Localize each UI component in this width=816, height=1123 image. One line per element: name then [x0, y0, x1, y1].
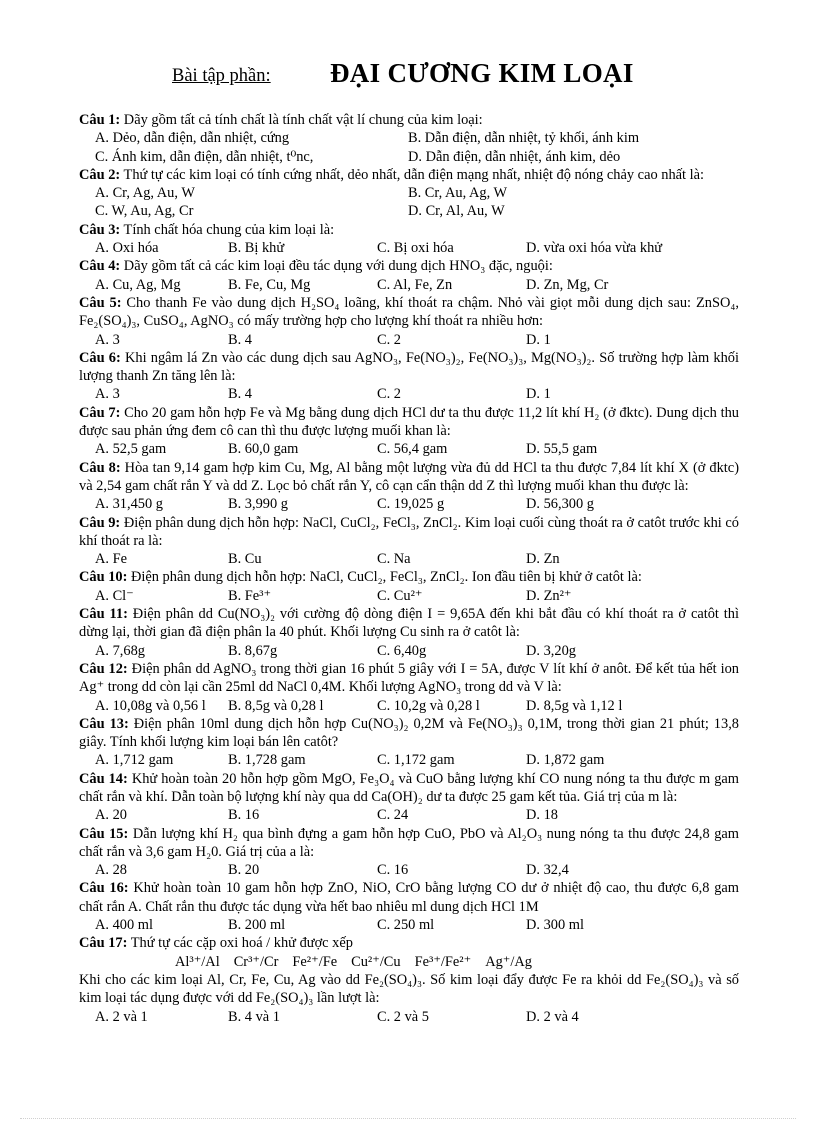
- answer-option: B. Cr, Au, Ag, W: [408, 185, 508, 202]
- redox-pair: Cu²⁺/Cu: [351, 953, 401, 970]
- question-stem: [79, 825, 739, 862]
- answer-option: A. Cu, Ag, Mg: [95, 276, 181, 293]
- options-row: [79, 806, 739, 824]
- question-number: Câu 11:: [79, 606, 128, 623]
- answer-option: B. Cu: [228, 551, 262, 568]
- answer-option: D. Cr, Al, Au, W: [408, 203, 505, 220]
- answer-option: C. Ánh kim, dẫn điện, dẫn nhiệt, t⁰nc,: [95, 148, 314, 165]
- title-prefix: Bài tập phần:: [172, 66, 271, 86]
- answer-option: A. 28: [95, 862, 127, 879]
- answer-option: A. Fe: [95, 551, 127, 568]
- answer-option: B. Dẫn điện, dẫn nhiệt, tỷ khối, ánh kim: [408, 130, 640, 147]
- question-number: Câu 10:: [79, 569, 128, 586]
- answer-option: C. 10,2g và 0,28 l: [377, 697, 480, 714]
- question-stem: [79, 221, 739, 239]
- answer-option: B. 16: [228, 807, 260, 824]
- question-block: [79, 934, 739, 1025]
- page-bottom-divider: [20, 1118, 796, 1119]
- options-row: [79, 1008, 739, 1026]
- question-block: [79, 514, 739, 569]
- answer-option: B. 3,990 g: [228, 496, 288, 513]
- question-block: [79, 879, 739, 934]
- answer-option: D. 1: [526, 331, 551, 348]
- answer-option: A. Cl⁻: [95, 587, 134, 604]
- question-number: Câu 4:: [79, 258, 121, 275]
- question-text: Cho thanh Fe vào dung dịch H₂SO₄ loãng, khí thoát ra chậm. Nhỏ vài giọt mỗi dung dịch sau: ZnSO₄, Fe₂(SO₄)₃, CuSO₄, AgNO₃ có mấy trường hợp cho lượng khí thoát ra nhiều hơn:: [79, 294, 739, 330]
- question-stem: [79, 166, 739, 184]
- question-block: [79, 605, 739, 660]
- question-stem: [79, 715, 739, 752]
- question-stem: [79, 660, 739, 697]
- options-row: [79, 148, 739, 166]
- options-row: [79, 861, 739, 879]
- redox-pair: Al³⁺/Al: [175, 953, 220, 970]
- answer-option: D. vừa oxi hóa vừa khử: [526, 240, 663, 257]
- question-stem: [79, 294, 739, 331]
- question-text: Dẫn lượng khí H₂ qua bình đựng a gam hỗn hợp CuO, PbO và Al₂O₃ nung nóng ta thu được 24,8 gam chất rắn và 3,6 gam H₂0. Giá trị của a là:: [79, 825, 740, 860]
- question-text: Dãy gồm tất cả các kim loại đều tác dụng với dung dịch HNO₃ đặc, nguội:: [123, 258, 553, 275]
- question-text: Cho 20 gam hỗn hợp Fe và Mg bằng dung dịch HCl dư ta thu được 11,2 lít khí H₂ (ở đktc). Dung dịch thu được sau phản ứng đem cô can thì thu được lượng muối khan là:: [79, 404, 739, 440]
- question-number: Câu 16:: [79, 880, 129, 897]
- question-block: [79, 660, 739, 715]
- answer-option: C. 250 ml: [377, 917, 435, 934]
- answer-option: A. 400 ml: [95, 917, 153, 934]
- options-row: [79, 276, 739, 294]
- answer-option: B. 4: [228, 331, 252, 348]
- answer-option: D. 56,300 g: [526, 496, 594, 513]
- answer-option: C. Na: [377, 551, 411, 568]
- redox-pair: Cr³⁺/Cr: [233, 953, 279, 970]
- answer-option: A. 52,5 gam: [95, 441, 167, 458]
- answer-option: D. 18: [526, 807, 558, 824]
- answer-option: B. 1,728 gam: [228, 752, 306, 769]
- question-stem: [79, 459, 739, 496]
- options-row: [79, 385, 739, 403]
- options-row: [79, 697, 739, 715]
- question-number: Câu 5:: [79, 294, 122, 311]
- answer-option: C. 2: [377, 386, 401, 403]
- question-block: [79, 568, 739, 605]
- answer-option: C. 56,4 gam: [377, 441, 448, 458]
- question-number: Câu 14:: [79, 770, 128, 787]
- answer-option: C. Al, Fe, Zn: [377, 276, 453, 293]
- question-number: Câu 6:: [79, 349, 121, 366]
- answer-option: A. 1,712 gam: [95, 752, 174, 769]
- question-text: Điện phân dung dịch hỗn hợp: NaCl, CuCl₂, FeCl₃, ZnCl₂. Kim loại cuối cùng thoát ra ở catôt trước khi có khí thoát ra là:: [79, 514, 739, 549]
- answer-option: C. 16: [377, 862, 409, 879]
- answer-option: C. Cu²⁺: [377, 587, 423, 604]
- answer-option: D. 8,5g và 1,12 l: [526, 697, 623, 714]
- question-stem: [79, 770, 739, 807]
- question-stem: [79, 404, 739, 441]
- answer-option: B. 4: [228, 386, 252, 403]
- answer-option: C. 6,40g: [377, 642, 427, 659]
- question-stem: [79, 514, 739, 551]
- answer-option: C. 1,172 gam: [377, 752, 455, 769]
- answer-option: D. 55,5 gam: [526, 441, 598, 458]
- answer-option: A. Cr, Ag, Au, W: [95, 185, 195, 202]
- answer-option: B. 20: [228, 862, 260, 879]
- question-block: [79, 825, 739, 880]
- question-block: [79, 294, 739, 349]
- answer-option: A. Dẻo, dẫn điện, dẫn nhiệt, cứng: [95, 130, 290, 147]
- answer-option: A. Oxi hóa: [95, 240, 159, 257]
- question-number: Câu 3:: [79, 221, 121, 238]
- options-row: [79, 331, 739, 349]
- question-number: Câu 13:: [79, 715, 129, 732]
- answer-option: D. 1: [526, 386, 551, 403]
- question-number: Câu 17:: [79, 935, 128, 952]
- question-block: [79, 349, 739, 404]
- answer-option: B. Bị khử: [228, 240, 285, 257]
- answer-option: D. Zn: [526, 551, 560, 568]
- answer-option: D. Dẫn điện, dẫn nhiệt, ánh kim, dẻo: [408, 148, 621, 165]
- question-text: Tính chất hóa chung của kim loại là:: [123, 221, 335, 238]
- options-row: [79, 642, 739, 660]
- question-stem: [79, 111, 739, 129]
- question-stem: [79, 257, 739, 275]
- question-block: [79, 770, 739, 825]
- options-row: [79, 587, 739, 605]
- options-row: [79, 751, 739, 769]
- question-text: Điện phân dd AgNO₃ trong thời gian 16 phút 5 giây với I = 5A, được V lít khí ở anôt. Để kết tủa hết ion Ag⁺ trong dd còn lại cần 25ml dd NaCl 0,4M. Khối lượng AgNO₃ trong dd và V là:: [79, 660, 740, 696]
- answer-option: C. 2: [377, 331, 401, 348]
- answer-option: D. 300 ml: [526, 917, 584, 934]
- question-number: Câu 2:: [79, 166, 121, 183]
- options-row: [79, 495, 739, 513]
- redox-pair: Fe²⁺/Fe: [292, 953, 338, 970]
- options-row: [79, 916, 739, 934]
- answer-option: A. 10,08g và 0,56 l: [95, 697, 206, 714]
- question-list: [79, 111, 739, 1026]
- answer-option: D. 32,4: [526, 862, 569, 879]
- question-text: Điện phân 10ml dung dịch hỗn hợp Cu(NO₃)₂ 0,2M và Fe(NO₃)₃ 0,1M, trong thời gian 21 phút; 13,8 giây. Tính khối lượng kim loại bán lên catôt?: [79, 715, 739, 751]
- options-row: [79, 550, 739, 568]
- question-stem: [79, 934, 739, 952]
- answer-option: A. 2 và 1: [95, 1008, 148, 1025]
- question-number: Câu 8:: [79, 459, 121, 476]
- question-number: Câu 9:: [79, 514, 121, 531]
- question-number: Câu 12:: [79, 660, 128, 677]
- answer-option: A. 7,68g: [95, 642, 145, 659]
- question-number: Câu 7:: [79, 404, 121, 421]
- answer-option: B. 200 ml: [228, 917, 286, 934]
- options-row: [79, 129, 739, 147]
- question-text-continued: Khi cho các kim loại Al, Cr, Fe, Cu, Ag vào dd Fe₂(SO₄)₃. Số kim loại đẩy được Fe ra khỏi dd Fe₂(SO₄)₃ và số kim loại tác dụng được với dd Fe₂(SO₄)₃ lần lượt là:: [79, 971, 739, 1007]
- title-row: [0, 58, 816, 98]
- options-row: [79, 440, 739, 458]
- options-row: [79, 202, 739, 220]
- answer-option: C. 24: [377, 807, 409, 824]
- answer-option: D. Zn²⁺: [526, 587, 572, 604]
- answer-option: B. Fe³⁺: [228, 587, 272, 604]
- question-text: Dãy gồm tất cả tính chất là tính chất vật lí chung của kim loại:: [123, 112, 483, 128]
- redox-pair: Ag⁺/Ag: [485, 953, 532, 970]
- answer-option: D. 2 và 4: [526, 1008, 579, 1025]
- answer-option: B. 4 và 1: [228, 1008, 280, 1025]
- question-stem: [79, 879, 739, 916]
- question-block: [79, 221, 739, 258]
- question-text: Khử hoàn toàn 10 gam hỗn hợp ZnO, NiO, CrO bằng lượng CO dư ở nhiệt độ cao, thu được 6,8 gam chất rắn A. Chất rắn thu được tác dụng vừa hết bao nhiêu ml dung dịch HCl 1M: [79, 880, 739, 915]
- answer-option: D. 1,872 gam: [526, 752, 605, 769]
- answer-option: D. Zn, Mg, Cr: [526, 276, 609, 293]
- question-number: Câu 1:: [79, 112, 121, 128]
- question-text: Thứ tự các cặp oxi hoá / khử được xếp: [130, 935, 353, 952]
- question-number: Câu 15:: [79, 825, 129, 842]
- answer-option: B. 8,67g: [228, 642, 278, 659]
- options-row: [79, 184, 739, 202]
- answer-option: A. 3: [95, 386, 120, 403]
- answer-option: A. 31,450 g: [95, 496, 163, 513]
- question-block: [79, 404, 739, 459]
- answer-option: D. 3,20g: [526, 642, 576, 659]
- question-block: [79, 257, 739, 294]
- answer-option: A. 20: [95, 807, 127, 824]
- answer-option: C. W, Au, Ag, Cr: [95, 203, 194, 220]
- answer-option: B. 8,5g và 0,28 l: [228, 697, 324, 714]
- page-title: ĐẠI CƯƠNG KIM LOẠI: [330, 58, 634, 88]
- question-stem: [79, 349, 739, 386]
- options-row: [79, 239, 739, 257]
- question-text: Khi ngâm lá Zn vào các dung dịch sau AgNO₃, Fe(NO₃)₂, Fe(NO₃)₃, Mg(NO₃)₂. Số trường hợp làm khối lượng thanh Zn tăng lên là:: [79, 349, 739, 385]
- answer-option: B. Fe, Cu, Mg: [228, 276, 311, 293]
- redox-pairs: [79, 953, 739, 971]
- question-text: Điện phân dung dịch hỗn hợp: NaCl, CuCl₂, FeCl₃, ZnCl₂. Ion đầu tiên bị khử ở catôt là:: [130, 569, 642, 586]
- question-text: Điện phân dd Cu(NO₃)₂ với cường độ dòng điện I = 9,65A đến khi bắt đầu có khí thoát ra ở catôt thì dừng lại, thời gian đã điện phân la 40 phút. Khối lượng Cu sinh ra ở catôt là:: [79, 606, 740, 641]
- question-stem: [79, 605, 739, 642]
- answer-option: A. 3: [95, 331, 120, 348]
- answer-option: C. 19,025 g: [377, 496, 445, 513]
- question-text: Hòa tan 9,14 gam hợp kim Cu, Mg, Al bằng một lượng vừa đủ dd HCl ta thu được 7,84 lít khí X (ở đktc) và 2,54 gam chất rắn Y và dd Z. Lọc bỏ chất rắn Y, cô cạn cẩn thận dd Z thì lượng muối khan thu được là:: [79, 459, 739, 494]
- question-block: [79, 111, 739, 166]
- question-text: Thứ tự các kim loại có tính cứng nhất, dẻo nhất, dẫn điện mạng nhất, nhiệt độ nóng chảy cao nhất là:: [123, 166, 705, 183]
- answer-option: B. 60,0 gam: [228, 441, 299, 458]
- question-text: Khử hoàn toàn 20 hỗn hợp gồm MgO, Fe₃O₄ và CuO bằng lượng khí CO nung nóng ta thu được m gam chất rắn và khí. Dẫn toàn bộ lượng khí này qua dd Ca(OH)₂ dư ta được 25 gam kết tủa. Giá trị của m là:: [79, 770, 739, 805]
- question-block: [79, 166, 739, 221]
- answer-option: C. Bị oxi hóa: [377, 240, 454, 257]
- question-stem: [79, 568, 739, 586]
- question-block: [79, 715, 739, 770]
- answer-option: C. 2 và 5: [377, 1008, 429, 1025]
- question-block: [79, 459, 739, 514]
- redox-pair: Fe³⁺/Fe²⁺: [414, 953, 472, 970]
